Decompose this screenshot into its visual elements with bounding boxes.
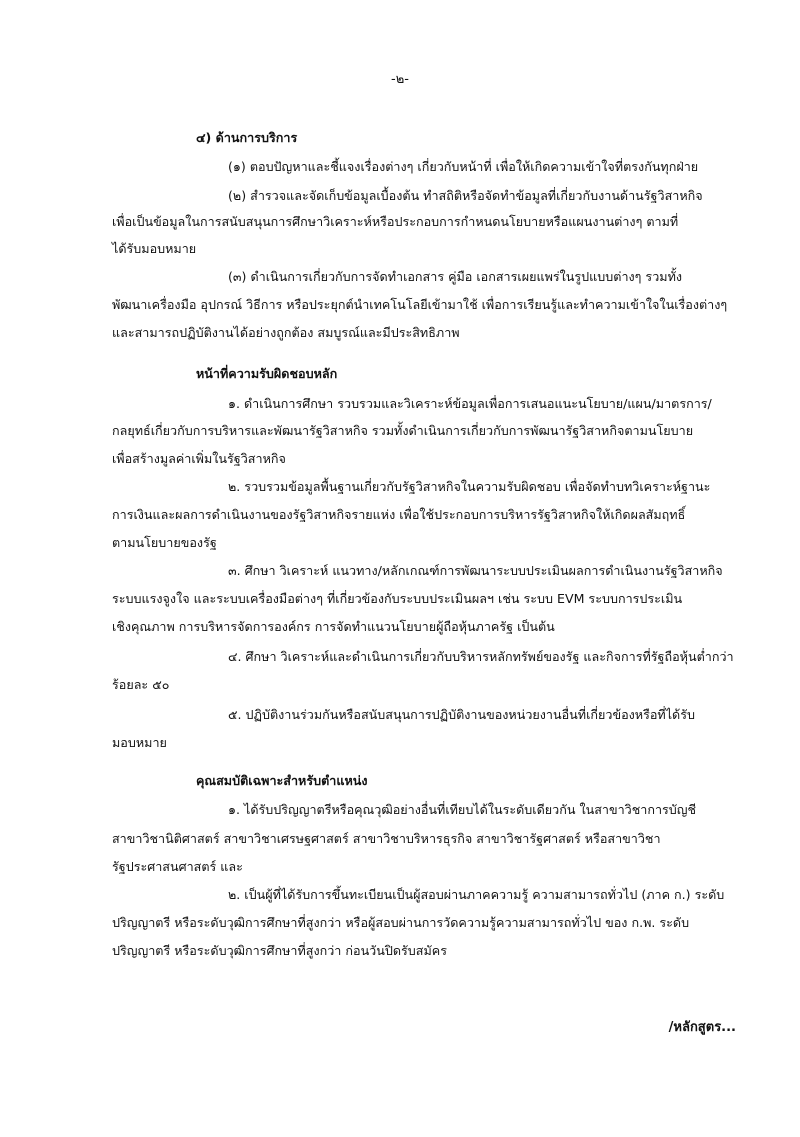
paragraph-line: ระบบแรงจูงใจ และระบบเครื่องมือต่างๆ ที่เกี่ยวข้องกับระบบประเมินผลฯ เช่น ระบบ EVM ระบบการประเมิน — [112, 591, 683, 606]
paragraph-line: ตามนโยบายของรัฐ — [112, 535, 217, 550]
paragraph-line: และสามารถปฏิบัติงานได้อย่างถูกต้อง สมบูรณ์และมีประสิทธิภาพ — [112, 325, 460, 340]
paragraph-line: ร้อยละ ๕๐ — [112, 677, 170, 692]
paragraph-line: ๓. ศึกษา วิเคราะห์ แนวทาง/หลักเกณฑ์การพัฒนาระบบประเมินผลการดำเนินงานรัฐวิสาหกิจ — [228, 563, 723, 578]
paragraph-line: การเงินและผลการดำเนินงานของรัฐวิสาหกิจรายแห่ง เพื่อใช้ประกอบการบริหารรัฐวิสาหกิจให้เกิดผลสัมฤทธิ์ — [112, 507, 686, 522]
paragraph-line: กลยุทธ์เกี่ยวกับการบริหารและพัฒนารัฐวิสาหกิจ รวมทั้งดำเนินการเกี่ยวกับการพัฒนารัฐวิสาหกิจตามนโยบาย — [112, 423, 694, 438]
paragraph-line: ๒. เป็นผู้ที่ได้รับการขึ้นทะเบียนเป็นผู้สอบผ่านภาคความรู้ ความสามารถทั่วไป (ภาค ก.) ระดับ — [228, 887, 725, 902]
paragraph-line: เพื่อสร้างมูลค่าเพิ่มในรัฐวิสาหกิจ — [112, 451, 286, 466]
page-number: -๒- — [391, 72, 409, 87]
paragraph-line: ปริญญาตรี หรือระดับวุฒิการศึกษาที่สูงกว่า หรือผู้สอบผ่านการวัดความรู้ความสามารถทั่วไป ของ ก.พ. ระดับ — [112, 915, 690, 930]
paragraph-line: (๑) ตอบปัญหาและชี้แจงเรื่องต่างๆ เกี่ยวกับหน้าที่ เพื่อให้เกิดความเข้าใจที่ตรงกันทุกฝ่าย — [228, 159, 699, 174]
paragraph-line: เชิงคุณภาพ การบริหารจัดการองค์กร การจัดทำแนวนโยบายผู้ถือหุ้นภาครัฐ เป็นต้น — [112, 619, 555, 634]
paragraph-line: (๒) สำรวจและจัดเก็บข้อมูลเบื้องต้น ทำสถิติหรือจัดทำข้อมูลที่เกี่ยวกับงานด้านรัฐวิสาหกิจ — [228, 188, 703, 203]
qualifications-heading: คุณสมบัติเฉพาะสำหรับตำแหน่ง — [196, 773, 368, 788]
paragraph-line: สาขาวิชานิติศาสตร์ สาขาวิชาเศรษฐศาสตร์ สาขาวิชาบริหารธุรกิจ สาขาวิชารัฐศาสตร์ หรือสาขาวิชา — [112, 831, 661, 846]
paragraph-line: ๑. ดำเนินการศึกษา รวบรวมและวิเคราะห์ข้อมูลเพื่อการเสนอแนะนโยบาย/แผน/มาตรการ/ — [228, 396, 712, 411]
paragraph-line: ปริญญาตรี หรือระดับวุฒิการศึกษาที่สูงกว่า ก่อนวันปิดรับสมัคร — [112, 943, 447, 958]
paragraph-line: มอบหมาย — [112, 735, 167, 750]
duties-heading: หน้าที่ความรับผิดชอบหลัก — [196, 366, 338, 381]
paragraph-line: ได้รับมอบหมาย — [112, 241, 197, 256]
paragraph-line: เพื่อเป็นข้อมูลในการสนับสนุนการศึกษาวิเคราะห์หรือประกอบการกำหนดนโยบายหรือแผนงานต่างๆ ตามที่ — [112, 214, 679, 229]
paragraph-line: ๕. ปฏิบัติงานร่วมกันหรือสนับสนุนการปฏิบัติงานของหน่วยงานอื่นที่เกี่ยวข้องหรือที่ได้รับ — [228, 707, 695, 722]
paragraph-line: พัฒนาเครื่องมือ อุปกรณ์ วิธีการ หรือประยุกต์นำเทคโนโลยีเข้ามาใช้ เพื่อการเรียนรู้และทำความเข้าใจในเรื่องต่างๆ — [112, 297, 728, 312]
paragraph-line: ๒. รวบรวมข้อมูลพื้นฐานเกี่ยวกับรัฐวิสาหกิจในความรับผิดชอบ เพื่อจัดทำบทวิเคราะห์ฐานะ — [228, 479, 711, 494]
paragraph-line: ๑. ได้รับปริญญาตรีหรือคุณวุฒิอย่างอื่นที่เทียบได้ในระดับเดียวกัน ในสาขาวิชาการบัญชี — [228, 802, 697, 817]
paragraph-line: (๓) ดำเนินการเกี่ยวกับการจัดทำเอกสาร คู่มือ เอกสารเผยแพร่ในรูปแบบต่างๆ รวมทั้ง — [228, 269, 683, 284]
paragraph-line: ๔. ศึกษา วิเคราะห์และดำเนินการเกี่ยวกับบริหารหลักทรัพย์ของรัฐ และกิจการที่รัฐถือหุ้นต่ำกว่า — [228, 649, 734, 664]
service-heading: ๔) ด้านการบริการ — [196, 130, 298, 145]
paragraph-line: รัฐประศาสนศาสตร์ และ — [112, 859, 243, 874]
continuation-marker: /หลักสูตร... — [668, 1020, 736, 1035]
